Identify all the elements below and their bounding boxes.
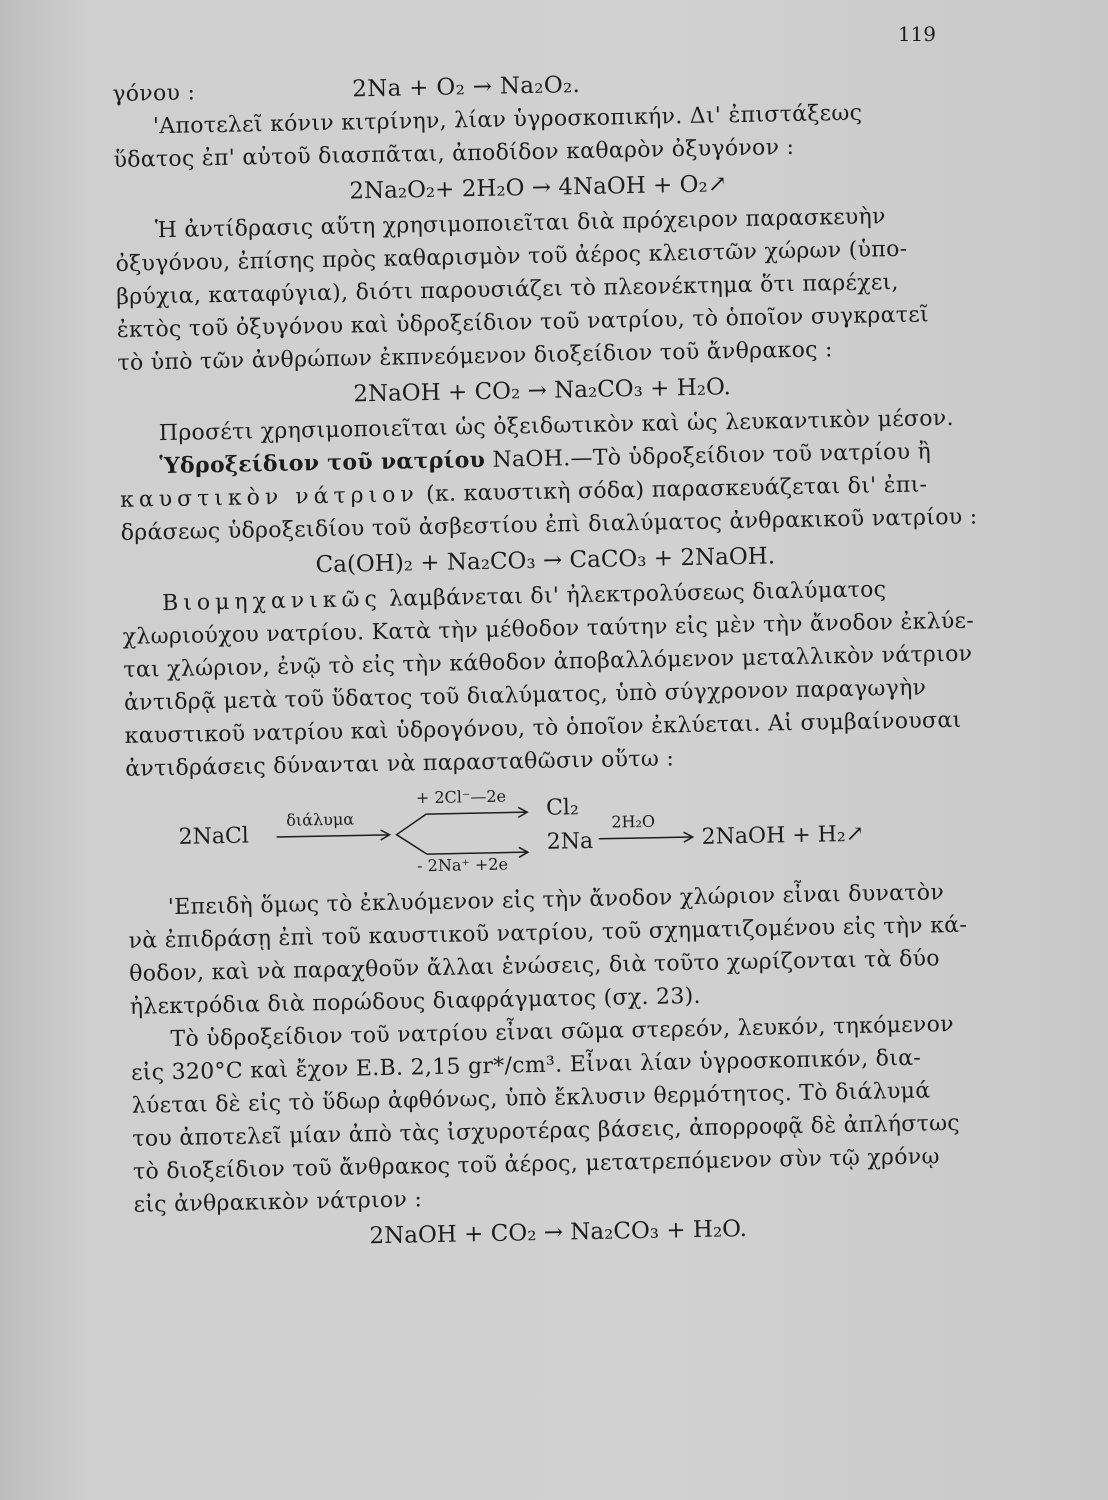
reactant: 2NaCl xyxy=(178,823,250,850)
text-line: ἀντιδρᾷ μετὰ τοῦ ὕδατος τοῦ διαλύματος, ὑπὸ σύγχρονον παραγωγὴν xyxy=(123,675,927,716)
lower-arrow xyxy=(427,852,527,854)
text-line: λύεται δὲ εἰς τὸ ὕδωρ ἀφθόνως, ὑπὸ ἔκλυσιν θερμότητος. Τὸ διάλυμά xyxy=(131,1078,931,1119)
text-line: καυστικοῦ νατρίου καὶ ὑδρογόνου, τὸ ὁποῖον ἐκλύεται. Αἱ συμβαίνουσαι xyxy=(124,707,962,749)
upper-arrow xyxy=(426,812,526,814)
text-rest: λαμβάνεται δι' ἠλεκτρολύσεως διαλύματος xyxy=(381,577,887,612)
water-label: 2H₂O xyxy=(611,811,656,832)
text-line: του ἀποτελεῖ μίαν ἀπὸ τὰς ἰσχυροτέρας βάσεις, ἀπορροφᾷ δὲ ἀπλήστως xyxy=(132,1110,961,1152)
text-line: εἰς ἀνθρακικὸν νάτριον : xyxy=(133,1187,423,1218)
text-line: ἐκτὸς τοῦ ὀξυγόνου καὶ ὑδροξείδιον τοῦ νατρίου, τὸ ὁποῖον συγκρατεῖ xyxy=(116,302,930,343)
equation: Ca(OH)₂ + Na₂CO₃ → CaCO₃ + 2NaOH. xyxy=(315,543,776,579)
text-line: τὸ ὑπὸ τῶν ἀνθρώπων ἐκπνεόμενον διοξείδιον τοῦ ἄνθρακος : xyxy=(117,337,833,376)
final-products: 2NaOH + H₂↗ xyxy=(701,821,865,850)
equation: 2Na + O₂ → Na₂O₂. xyxy=(352,72,581,103)
text-line: Ἡ ἀντίδρασις αὕτη χρησιμοποιεῖται διὰ πρόχειρον παρασκευὴν xyxy=(154,204,886,244)
arrow-line xyxy=(277,835,389,837)
text-line: τὸ διοξείδιον τοῦ ἄνθρακος τοῦ ἀέρος, μετατρεπόμενον σὺν τῷ χρόνῳ xyxy=(132,1144,940,1185)
electrolysis-diagram xyxy=(126,774,976,882)
text-line: ται χλώριον, ἐνῷ τὸ εἰς τὴν κάθοδον ἀποβαλλόμενον μεταλλικὸν νάτριον xyxy=(123,641,973,683)
text-line: βρύχια, καταφύγια), διότι παρουσιάζει τὸ πλεονέκτημα ὅτι παρέχει, xyxy=(115,269,899,310)
text-line: νὰ ἐπιδράσῃ ἐπὶ τοῦ καυστικοῦ νατρίου, τοῦ σχηματιζομένου εἰς τὴν κά- xyxy=(128,912,968,954)
emphasized-term: Βιομηχανικῶς xyxy=(161,586,383,617)
text-line: Τὸ ὑδροξείδιον τοῦ νατρίου εἶναι σῶμα στερεόν, λευκόν, τηκόμενον xyxy=(170,1012,955,1053)
text-line: χλωριούχου νατρίου. Κατὰ τὴν μέθοδον ταύτην εἰς μὲν τὴν ἄνοδον ἐκλύε- xyxy=(122,608,975,650)
text-line: ὀξυγόνου, ἐπίσης πρὸς καθαρισμὸν τοῦ ἀέρος κλειστῶν χώρων (ὑπο- xyxy=(115,236,908,277)
section-heading: Ὑδροξείδιον τοῦ νατρίου xyxy=(159,446,486,480)
branch-lines xyxy=(396,814,427,855)
equation: 2Na₂O₂+ 2H₂O → 4NaOH + O₂↗ xyxy=(349,171,728,205)
page-number: 119 xyxy=(897,22,936,46)
lower-label: - 2Na⁺ +2e xyxy=(416,854,509,876)
text-line: θοδον, καὶ νὰ παραχθοῦν ἄλλαι ἑνώσεις, διὰ τοῦτο χωρίζονται τὰ δύο xyxy=(128,946,941,987)
equation: 2NaOH + CO₂ → Na₂CO₃ + H₂O. xyxy=(369,1216,748,1250)
text-line: Προσέτι χρησιμοποιεῖται ὡς ὀξειδωτικὸν καὶ ὡς λευκαντικὸν μέσον. xyxy=(158,405,954,447)
upper-product: Cl₂ xyxy=(545,795,580,821)
upper-label: + 2Cl⁻—2e xyxy=(415,786,507,808)
page-body xyxy=(112,62,983,1260)
heading-rest: NaOH.—Τὸ ὑδροξείδιον τοῦ νατρίου ἢ xyxy=(484,439,932,473)
over-arrow-label: διάλυμα xyxy=(286,809,355,830)
text-line: 'Επειδὴ ὅμως τὸ ἐκλυόμενον εἰς τὴν ἄνοδον χλώριον εἶναι δυνατὸν xyxy=(167,880,945,921)
text-line: 'Αποτελεῖ κόνιν κιτρίνην, λίαν ὑγροσκοπικήν. Δι' ἐπιστάξεως xyxy=(152,100,863,140)
water-arrow xyxy=(599,837,692,839)
text-line: ὕδατος ἐπ' αὐτοῦ διασπᾶται, ἀποδίδον καθαρὸν ὀξυγόνον : xyxy=(113,134,795,173)
lower-product: 2Na xyxy=(546,828,594,855)
text-rest: (κ. καυστικὴ σόδα) παρασκευάζεται δι' ἐπι- xyxy=(418,472,928,508)
text-line: δράσεως ὑδροξειδίου τοῦ ἀσβεστίου ἐπὶ διαλύματος ἀνθρακικοῦ νατρίου : xyxy=(120,504,978,546)
text-line: εἰς 320°C καὶ ἔχον Ε.Β. 2,15 gr*/cm³. Εἶναι λίαν ὑγροσκοπικόν, δια- xyxy=(130,1045,922,1086)
line-prefix: γόνου : xyxy=(112,80,196,107)
emphasized-term: καυστικὸν νάτριον xyxy=(119,482,420,513)
text-line: ἠλεκτρόδια διὰ πορώδους διαφράγματος (σχ. 23). xyxy=(129,983,702,1020)
text-line: ἀντιδράσεις δύνανται νὰ παρασταθῶσιν οὕτω : xyxy=(125,746,675,782)
equation: 2NaOH + CO₂ → Na₂CO₃ + H₂O. xyxy=(353,374,732,408)
